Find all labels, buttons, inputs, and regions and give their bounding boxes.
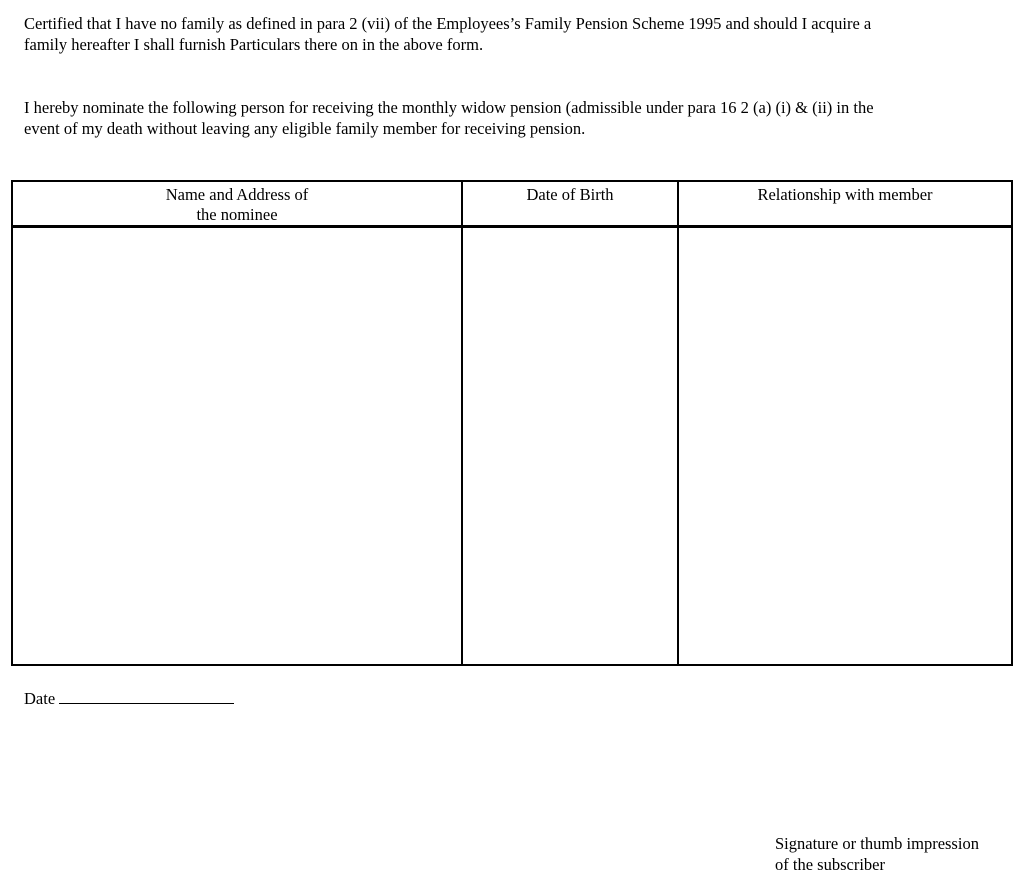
header-name-address <box>12 181 462 227</box>
nomination-paragraph <box>24 97 1000 139</box>
certification-line-1: Certified that I have no family as defined in para 2 (vii) of the Employees’s Family Pension Scheme 1995 and should I acquire a <box>24 14 872 33</box>
certification-paragraph <box>24 13 1000 55</box>
nomination-line-2: event of my death without leaving any eligible family member for receiving pension. <box>24 119 586 138</box>
nomination-line-1: I hereby nominate the following person for receiving the monthly widow pension (admissible under para 16 2 (a) (i) & (ii) in the <box>24 98 874 117</box>
table-header-row <box>12 181 1012 227</box>
header-relationship <box>678 181 1012 227</box>
relationship-cell[interactable] <box>678 227 1012 666</box>
date-label: Date <box>24 689 56 708</box>
certification-line-2: family hereafter I shall furnish Particulars there on in the above form. <box>24 35 484 54</box>
nominee-table <box>11 180 1013 666</box>
header-date-of-birth <box>462 181 678 227</box>
date-blank-line[interactable] <box>59 689 234 704</box>
signature-caption: Signature or thumb impression of the subscriber <box>775 834 979 874</box>
header-date-of-birth-label: Date of Birth <box>526 185 614 204</box>
header-name-address-label: Name and Address of the nominee <box>165 185 309 224</box>
date-of-birth-cell[interactable] <box>462 227 678 666</box>
date-field <box>24 688 234 709</box>
name-address-cell[interactable] <box>12 227 462 666</box>
table-row <box>12 227 1012 666</box>
header-relationship-label: Relationship with member <box>757 185 933 204</box>
